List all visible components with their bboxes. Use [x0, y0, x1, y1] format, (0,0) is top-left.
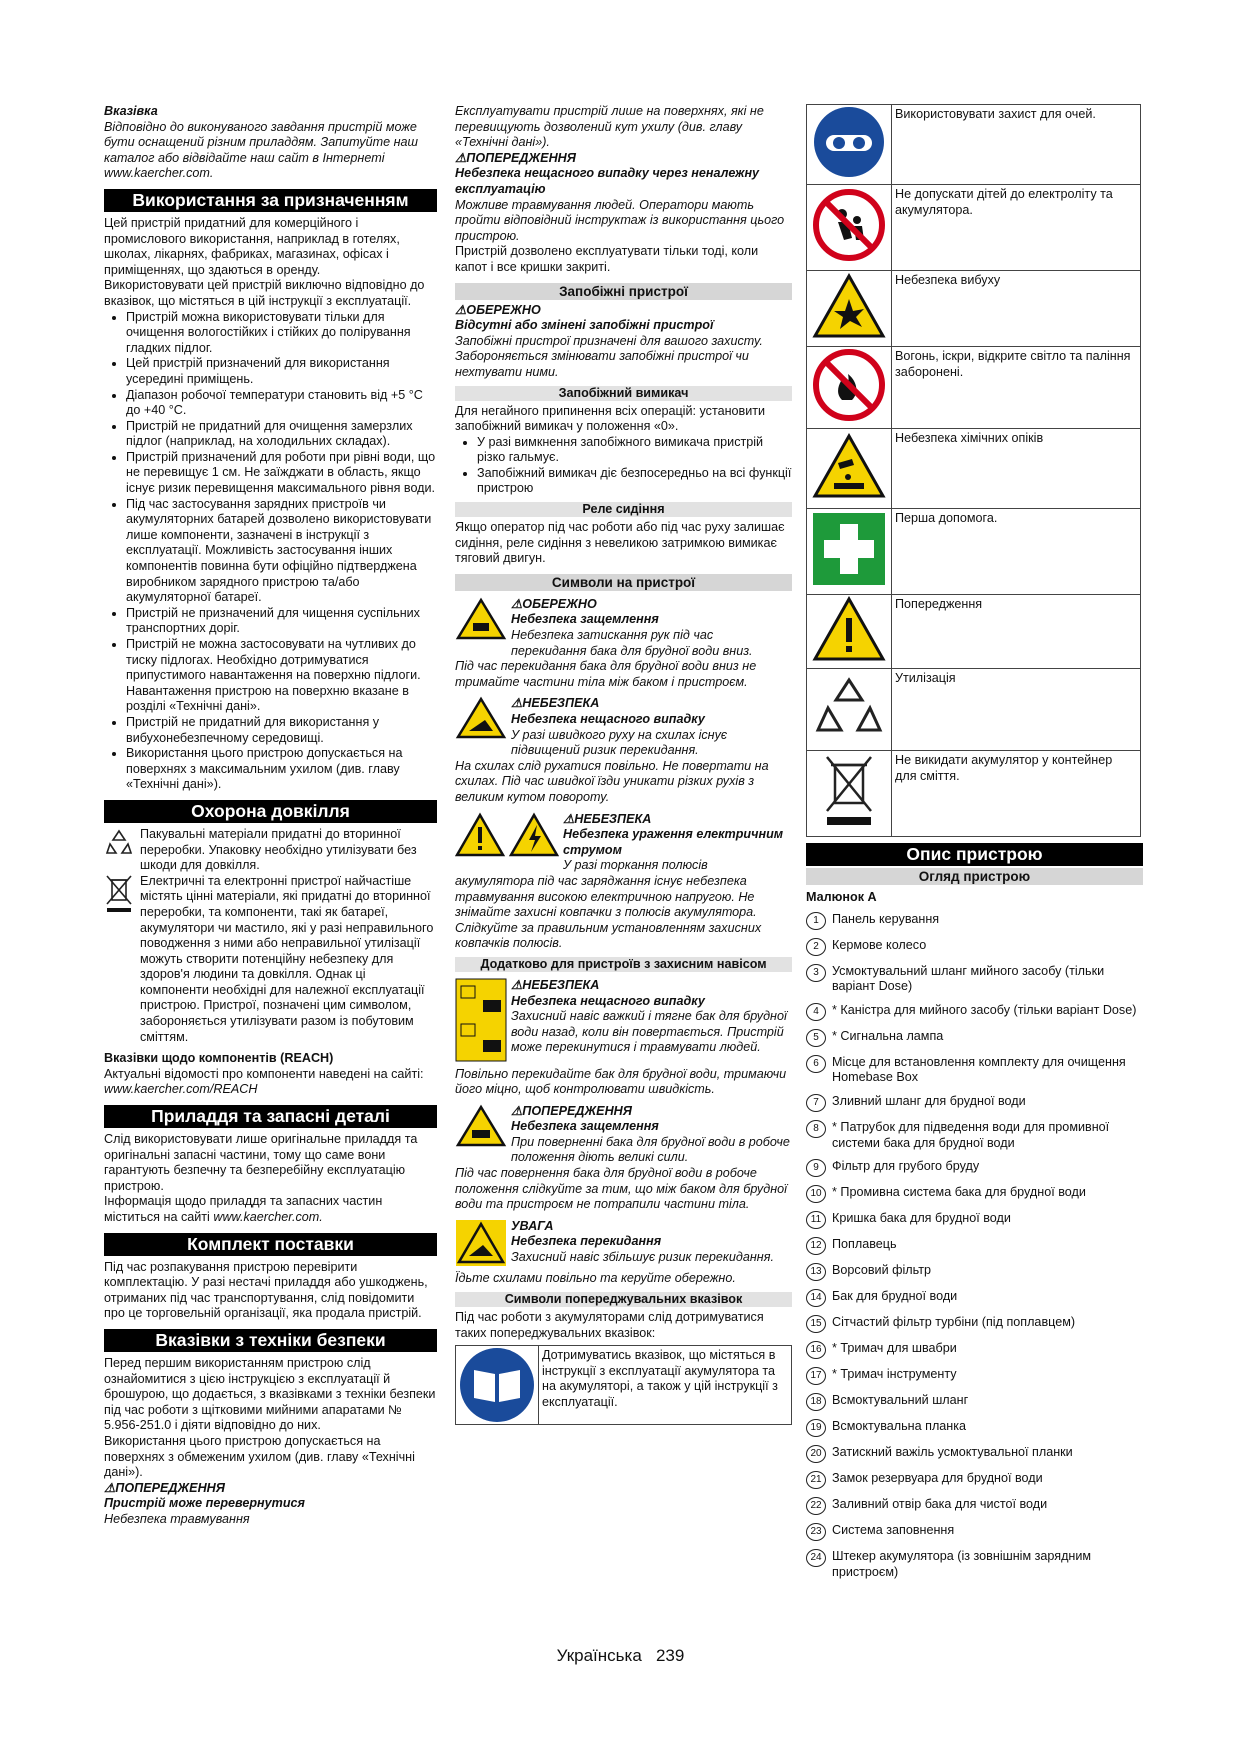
safety-p2: Використання цього пристрою допускається на поверхнях з обмеженим ухилом (див. главу «Технічні дані»). — [104, 1433, 415, 1480]
item-number: 17 — [806, 1367, 826, 1385]
list-item — [806, 1315, 1143, 1333]
list-item — [806, 1237, 1143, 1255]
item-text: * Промивна система бака для брудної води — [832, 1185, 1086, 1200]
list-item — [806, 1367, 1143, 1385]
column-2 — [455, 104, 792, 1425]
slope-text: Експлуатувати пристрій лише на поверхнях, які не перевищують дозволений кут ухилу (див. главу «Технічні дані»). — [455, 104, 764, 150]
list-item: • Пристрій не призначений для чищення суспільних транспортних доріг. — [126, 606, 437, 637]
list-item: • Пристрій не придатний для використання у вибухонебезпечному середовищі. — [126, 715, 437, 746]
heading-safety-devices: Запобіжні пристрої — [455, 283, 792, 300]
list-item — [806, 1497, 1143, 1515]
list-item — [806, 1445, 1143, 1463]
list-item — [806, 1159, 1143, 1177]
symbol-label: УВАГА — [511, 1218, 554, 1233]
symbol-label: ⚠ПОПЕРЕДЖЕННЯ — [511, 1103, 632, 1118]
table-row — [807, 271, 1141, 347]
item-text: Бак для брудної води — [832, 1289, 958, 1304]
item-text: Всмоктувальний шланг — [832, 1393, 969, 1408]
list-item — [806, 1549, 1143, 1580]
symbol-sub: При поверненні бака для брудної води в робоче положення діють великі сили. — [511, 1134, 790, 1165]
symbol-text: Небезпека вибуху — [892, 271, 1141, 347]
list-item: • Цей пристрій призначений для використання усередині приміщень. — [126, 356, 437, 387]
accessories-p1: Слід використовувати лише оригінальне приладдя та оригінальні запасні частини, тому що саме вони гарантують безпечну та безперебійну експлуатацію пристрою. — [104, 1132, 418, 1193]
safety-devices-title: Відсутні або змінені запобіжні пристрої — [455, 318, 714, 333]
list-item — [806, 1289, 1143, 1307]
list-item — [806, 1393, 1143, 1411]
symbol-text: Утилізація — [892, 669, 1141, 751]
tipping-hazard-icon — [455, 1219, 507, 1272]
warn1-label: ⚠ПОПЕРЕДЖЕННЯ — [455, 150, 576, 165]
safety-warn-label: ⚠ПОПЕРЕДЖЕННЯ — [104, 1480, 225, 1495]
seat-relay-text: Якщо оператор під час роботи або під час руху залишає сидіння, реле сидіння з невеликою затримкою вимикає тяговий двигун. — [455, 520, 785, 566]
symbol-canopy-tipping — [455, 1219, 792, 1272]
item-number: 18 — [806, 1393, 826, 1411]
list-item: • Запобіжний вимикач діє безпосередньо на всі функції пристрою — [477, 466, 792, 497]
symbol-sub: Захисний навіс збільшує ризик перекидання. — [511, 1250, 774, 1265]
list-item — [806, 1029, 1143, 1047]
item-text: Кермове колесо — [832, 937, 927, 952]
item-number: 10 — [806, 1185, 826, 1203]
symbol-text: Попередження — [892, 595, 1141, 669]
list-item — [806, 964, 1143, 995]
recycle-icon — [807, 669, 892, 751]
note-title: Вказівка — [104, 104, 158, 118]
safety-p1: Перед першим використанням пристрою слід ознайомитися з цією інструкцією з експлуатації й брошурою, що додається, з вказівками з техніки безпеки під час роботи з щітковими мийними апаратами № 5.956-251.0 і діяти відповідно до них. — [104, 1355, 436, 1433]
table-row — [807, 429, 1141, 509]
symbol-text: Вогонь, іскри, відкрите світло та паління заборонені. — [892, 347, 1141, 429]
electronics-row — [104, 874, 437, 1046]
column-3 — [806, 104, 1143, 1588]
list-item — [806, 1471, 1143, 1489]
item-text: * Сигнальна лампа — [832, 1028, 944, 1043]
symbol-title: Небезпека ураження електричним струмом — [563, 827, 784, 857]
accessories-p2-text: Інформація щодо приладдя та запасних частин міститься на сайті — [104, 1194, 383, 1224]
item-number: 15 — [806, 1315, 826, 1333]
tipping-hazard-icon — [455, 696, 507, 758]
heading-seat-relay: Реле сидіння — [455, 502, 792, 517]
page-number: 239 — [655, 1646, 685, 1665]
symbol-sub: Захисний навіс важкий і тягне бак для брудної води назад, коли він повертається. Пристрій може перекинутися і травмувати людей. — [511, 1009, 787, 1055]
item-number: 12 — [806, 1237, 826, 1255]
list-item: • Діапазон робочої температури становить від +5 °C до +40 °C. — [126, 388, 437, 419]
list-item — [806, 1211, 1143, 1229]
table-row — [807, 751, 1141, 837]
item-text: Ворсовий фільтр — [832, 1263, 931, 1278]
symbol-sub: У разі торкання полюсів — [563, 858, 708, 873]
item-number: 5 — [806, 1029, 826, 1047]
warning-symbols-text: Під час роботи з акумуляторами слід дотримуватися таких попереджувальних вказівок: — [455, 1310, 764, 1340]
warn1-title: Небезпека нещасного випадку через неналежну експлуатацію — [455, 166, 760, 196]
footer-language: Українська — [556, 1646, 642, 1665]
item-number: 9 — [806, 1159, 826, 1177]
symbol-label: ⚠НЕБЕЗПЕКА — [511, 696, 600, 711]
item-text: Система заповнення — [832, 1523, 955, 1538]
symbol-label: ⚠НЕБЕЗПЕКА — [563, 811, 652, 826]
symbol-text: Використовувати захист для очей. — [892, 105, 1141, 185]
item-text: * Тримач інструменту — [832, 1367, 957, 1382]
intended-use-p1: Цей пристрій придатний для комерційного і промислового використання, наприклад в готелях, школах, лікарнях, фабриках, магазинах, офісах і приміщеннях, що здаються в оренду. — [104, 215, 400, 277]
item-number: 16 — [806, 1341, 826, 1359]
read-manual-icon — [456, 1346, 539, 1424]
item-number: 1 — [806, 912, 826, 930]
manual-box — [455, 1345, 792, 1425]
safety-warn-title: Пристрій може перевернутися — [104, 1496, 305, 1511]
symbol-sub: У разі швидкого руху на схилах існує підвищений ризик перекидання. — [511, 727, 728, 758]
table-row — [807, 509, 1141, 595]
table-row — [807, 347, 1141, 429]
item-number: 24 — [806, 1549, 826, 1567]
item-text: Замок резервуара для брудної води — [832, 1471, 1043, 1486]
symbol-text: Під час перекидання бака для брудної води вниз не тримайте частини тіла між баком і пристроєм. — [455, 659, 757, 689]
warning-icon — [807, 595, 892, 669]
list-item: • Пристрій можна використовувати тільки для очищення вологостійких і стійких до полірування гладких підлог. — [126, 310, 437, 357]
list-item — [806, 1120, 1143, 1151]
intended-use-p2: Використовувати цей пристрій виключно відповідно до вказівок, що містяться в цій інструкції з експлуатації. — [104, 278, 425, 308]
list-item — [806, 938, 1143, 956]
item-number: 7 — [806, 1094, 826, 1112]
item-number: 13 — [806, 1263, 826, 1281]
safety-devices-text: Запобіжні пристрої призначені для вашого захисту. Забороняється змінювати запобіжні пристрої чи нехтувати ними. — [455, 333, 763, 379]
heading-canopy: Додатково для пристроїв з захисним навісом — [455, 957, 792, 972]
item-text: Панель керування — [832, 911, 940, 926]
delivery-p1: Під час розпакування пристрою перевірити комплектацію. У разі нестачі приладдя або ушкоджень, отриманих під час транспортування, слід повідомити про це торговельній організації, яка продала пристрій. — [104, 1259, 428, 1321]
item-text: Заливний отвір бака для чистої води — [832, 1497, 1048, 1512]
item-text: * Патрубок для підведення води для промивної системи бака для брудної води — [832, 1119, 1110, 1150]
first-aid-icon — [807, 509, 892, 595]
heading-delivery: Комплект поставки — [104, 1233, 437, 1256]
item-number: 22 — [806, 1497, 826, 1515]
symbol-title: Небезпека нещасного випадку — [511, 993, 705, 1008]
symbol-canopy-accident — [455, 978, 792, 1067]
safety-devices-label: ⚠ОБЕРЕЖНО — [455, 302, 541, 317]
safety-switch-list — [455, 435, 792, 497]
manual-box-text: Дотримуватись вказівок, що містяться в інструкції з експлуатації акумулятора та на акумуляторі, а також у цій інструкції з експлуатації. — [542, 1348, 778, 1409]
heading-warning-symbols: Символи попереджувальних вказівок — [455, 1292, 792, 1307]
list-item — [806, 1055, 1143, 1086]
symbol-text: Перша допомога. — [892, 509, 1141, 595]
list-item — [806, 912, 1143, 930]
item-text: Усмоктувальний шланг мийного засобу (тільки варіант Dose) — [832, 963, 1105, 994]
item-text: Фільтр для грубого бруду — [832, 1159, 980, 1174]
crossed-bin-icon — [104, 874, 134, 1046]
symbol-text: На схилах слід рухатися повільно. Не повертати на схилах. Під час швидкої їзди уникати різких рухів з великим кутом повороту. — [455, 758, 769, 804]
column-1 — [104, 104, 437, 1528]
symbol-canopy-crush — [455, 1104, 792, 1166]
accessories-p2 — [104, 1194, 437, 1225]
symbol-text: Повільно перекидайте бак для брудної води, тримаючи його міцно, щоб контролювати швидкість. — [455, 1066, 787, 1097]
reach-paragraph — [104, 1067, 437, 1098]
list-item — [806, 1419, 1143, 1437]
parts-list — [806, 912, 1143, 1581]
reach-title: Вказівки щодо компонентів (REACH) — [104, 1051, 334, 1066]
table-row — [807, 185, 1141, 271]
symbol-text: акумулятора під час заряджання існує небезпека травмування високою електричною напругою. Не знімайте захисні ковпачки з полюсів акумулятора. Слідкуйте за правильним установленням захисних ковпачків полюсів. — [455, 873, 762, 951]
heading-safety: Вказівки з техніки безпеки — [104, 1329, 437, 1352]
item-text: Місце для встановлення комплекту для очищення Homebase Box — [832, 1054, 1126, 1085]
item-text: Штекер акумулятора (із зовнішнім зарядним пристроєм) — [832, 1549, 1092, 1579]
item-number: 20 — [806, 1445, 826, 1463]
item-number: 14 — [806, 1289, 826, 1307]
warn1-text: Пристрій дозволено експлуатувати тільки тоді, коли капот і все кришки закриті. — [455, 244, 759, 274]
item-text: * Каністра для мийного засобу (тільки варіант Dose) — [832, 1002, 1137, 1017]
item-text: Сітчастий фільтр турбіни (під поплавцем) — [832, 1315, 1076, 1330]
symbol-title: Небезпека защемлення — [511, 1119, 659, 1134]
list-item — [806, 1341, 1143, 1359]
item-text: Зливний шланг для брудної води — [832, 1093, 1026, 1108]
symbol-label: ⚠НЕБЕЗПЕКА — [511, 977, 600, 992]
heading-device-symbols: Символи на пристрої — [455, 574, 792, 591]
item-text: Поплавець — [832, 1237, 897, 1252]
packaging-text: Пакувальні матеріали придатні до вторинної переробки. Упаковку необхідно утилізувати без шкоди для довкілля. — [140, 826, 417, 873]
list-item — [806, 1094, 1143, 1112]
symbol-text: Їдьте схилами повільно та керуйте обережно. — [455, 1271, 736, 1286]
item-number: 23 — [806, 1523, 826, 1541]
crush-hazard-icon — [455, 597, 507, 659]
item-number: 8 — [806, 1120, 826, 1138]
list-item: • Пристрій призначений для роботи при рівні води, що не перевищує 1 см. Не заїжджати в область, якщо існує ризик перевищення максимального рівня води. — [126, 450, 437, 497]
reach-text: Актуальні відомості про компоненти наведені на сайті: — [104, 1066, 424, 1081]
item-number: 19 — [806, 1419, 826, 1437]
table-row — [807, 669, 1141, 751]
item-number: 21 — [806, 1471, 826, 1489]
heading-intended-use: Використання за призначенням — [104, 189, 437, 212]
accessories-link[interactable]: www.kaercher.com. — [213, 1210, 323, 1224]
safety-warn-text: Небезпека травмування — [104, 1511, 250, 1526]
explosion-icon — [807, 271, 892, 347]
symbol-title: Небезпека защемлення — [511, 612, 659, 627]
symbol-text: Не допускати дітей до електроліту та акумулятора. — [892, 185, 1141, 271]
heading-description: Опис пристрою — [806, 843, 1143, 866]
no-children-icon — [807, 185, 892, 271]
item-number: 4 — [806, 1003, 826, 1021]
list-item — [806, 1263, 1143, 1281]
heading-overview: Огляд пристрою — [806, 868, 1143, 885]
symbol-electric — [455, 812, 792, 874]
note-text: Відповідно до виконуваного завдання пристрій може бути оснащений різним приладдям. Запитуйте наш каталог або відвідайте наш сайт в Інтернеті www.kaercher.com. — [104, 119, 418, 181]
symbol-crush — [455, 597, 792, 659]
item-text: Всмоктувальна планка — [832, 1419, 967, 1434]
corrosive-icon — [807, 429, 892, 509]
no-fire-icon — [807, 347, 892, 429]
list-item: • Під час застосування зарядних пристроїв чи акумуляторних батарей дозволено використовувати лише компоненти, зазначені в інструкції з експлуатації. Можливість застосування інших компонентів повинна бути офіційно підтверджена виробником зарядного пристрою та/або акумуляторної батареї. — [126, 497, 437, 606]
item-number: 6 — [806, 1055, 826, 1073]
reach-link[interactable]: www.kaercher.com/REACH — [104, 1082, 258, 1097]
item-number: 3 — [806, 964, 826, 982]
symbol-label: ⚠ОБЕРЕЖНО — [511, 596, 597, 611]
electric-hazard-icon — [455, 812, 559, 874]
list-item: • Використання цього пристрою допускається на поверхнях з максимальним ухилом (див. главу «Технічні дані»). — [126, 746, 437, 793]
table-row — [807, 105, 1141, 185]
symbol-tipping — [455, 696, 792, 758]
electronics-text: Електричні та електронні пристрої найчастіше містять цінні матеріали, які придатні до вторинної переробки, та компоненти, такі як батареї, акумулятори чи мастило, які у разі неправильного поводження з ними або неправильної утилізації можуть створити потенційну небезпеку для здоров'я людини та довкілля. Однак ці компоненти необхідні для належної експлуатації пристрою. Пристрої, позначені цим символом, забороняється утилізувати разом із побутовим сміттям. — [140, 873, 434, 1044]
symbol-sub: Небезпека затискання рук під час перекидання бака для брудної води вниз. — [511, 628, 753, 658]
canopy-pictogram-icon — [455, 978, 507, 1067]
list-item: • Пристрій не можна застосовувати на чутливих до тиску підлогах. Необхідно дотримуватися припустимого навантаження на поверхню підлоги. Навантаження пристрою на поверхню вказане в розділі «Технічні дані». — [126, 637, 437, 715]
recycle-icon — [104, 827, 134, 874]
crush-hazard-icon — [455, 1104, 507, 1166]
table-row — [807, 595, 1141, 669]
warn1-italic: Можливе травмування людей. Оператори мають пройти відповідний інструктаж із використання цього пристрою. — [455, 197, 785, 243]
page-footer — [0, 1646, 1241, 1666]
intended-use-list — [104, 310, 437, 793]
figure-label: Малюнок A — [806, 890, 877, 904]
goggles-icon — [807, 105, 892, 185]
list-item — [806, 1523, 1143, 1541]
item-text: * Тримач для швабри — [832, 1341, 957, 1356]
heading-safety-switch: Запобіжний вимикач — [455, 386, 792, 401]
symbol-text: Не викидати акумулятор у контейнер для сміття. — [892, 751, 1141, 837]
symbol-title: Небезпека перекидання — [511, 1234, 662, 1249]
safety-switch-text: Для негайного припинення всіх операцій: установити запобіжний вимикач у положення «0». — [455, 403, 766, 434]
item-number: 11 — [806, 1211, 826, 1229]
heading-accessories: Приладдя та запасні деталі — [104, 1105, 437, 1128]
list-item: • Пристрій не придатний для очищення замерзлих підлог (наприклад, на холодильних складах). — [126, 419, 437, 450]
list-item — [806, 1185, 1143, 1203]
list-item — [806, 1003, 1143, 1021]
symbol-title: Небезпека нещасного випадку — [511, 712, 705, 726]
packaging-row — [104, 827, 437, 874]
no-bin-icon — [807, 751, 892, 837]
item-text: Затискний важіль усмоктувальної планки — [832, 1445, 1073, 1460]
item-text: Кришка бака для брудної води — [832, 1211, 1011, 1226]
symbol-text: Небезпека хімічних опіків — [892, 429, 1141, 509]
item-number: 2 — [806, 938, 826, 956]
symbol-text: Під час повернення бака для брудної води в робоче положення слідкуйте за тим, що між баком для брудної води та пристроєм не потрапили частини тіла. — [455, 1166, 787, 1212]
list-item: • У разі вимкнення запобіжного вимикача пристрій різко гальмує. — [477, 435, 792, 466]
heading-environment: Охорона довкілля — [104, 800, 437, 823]
battery-symbols-table — [806, 104, 1141, 837]
